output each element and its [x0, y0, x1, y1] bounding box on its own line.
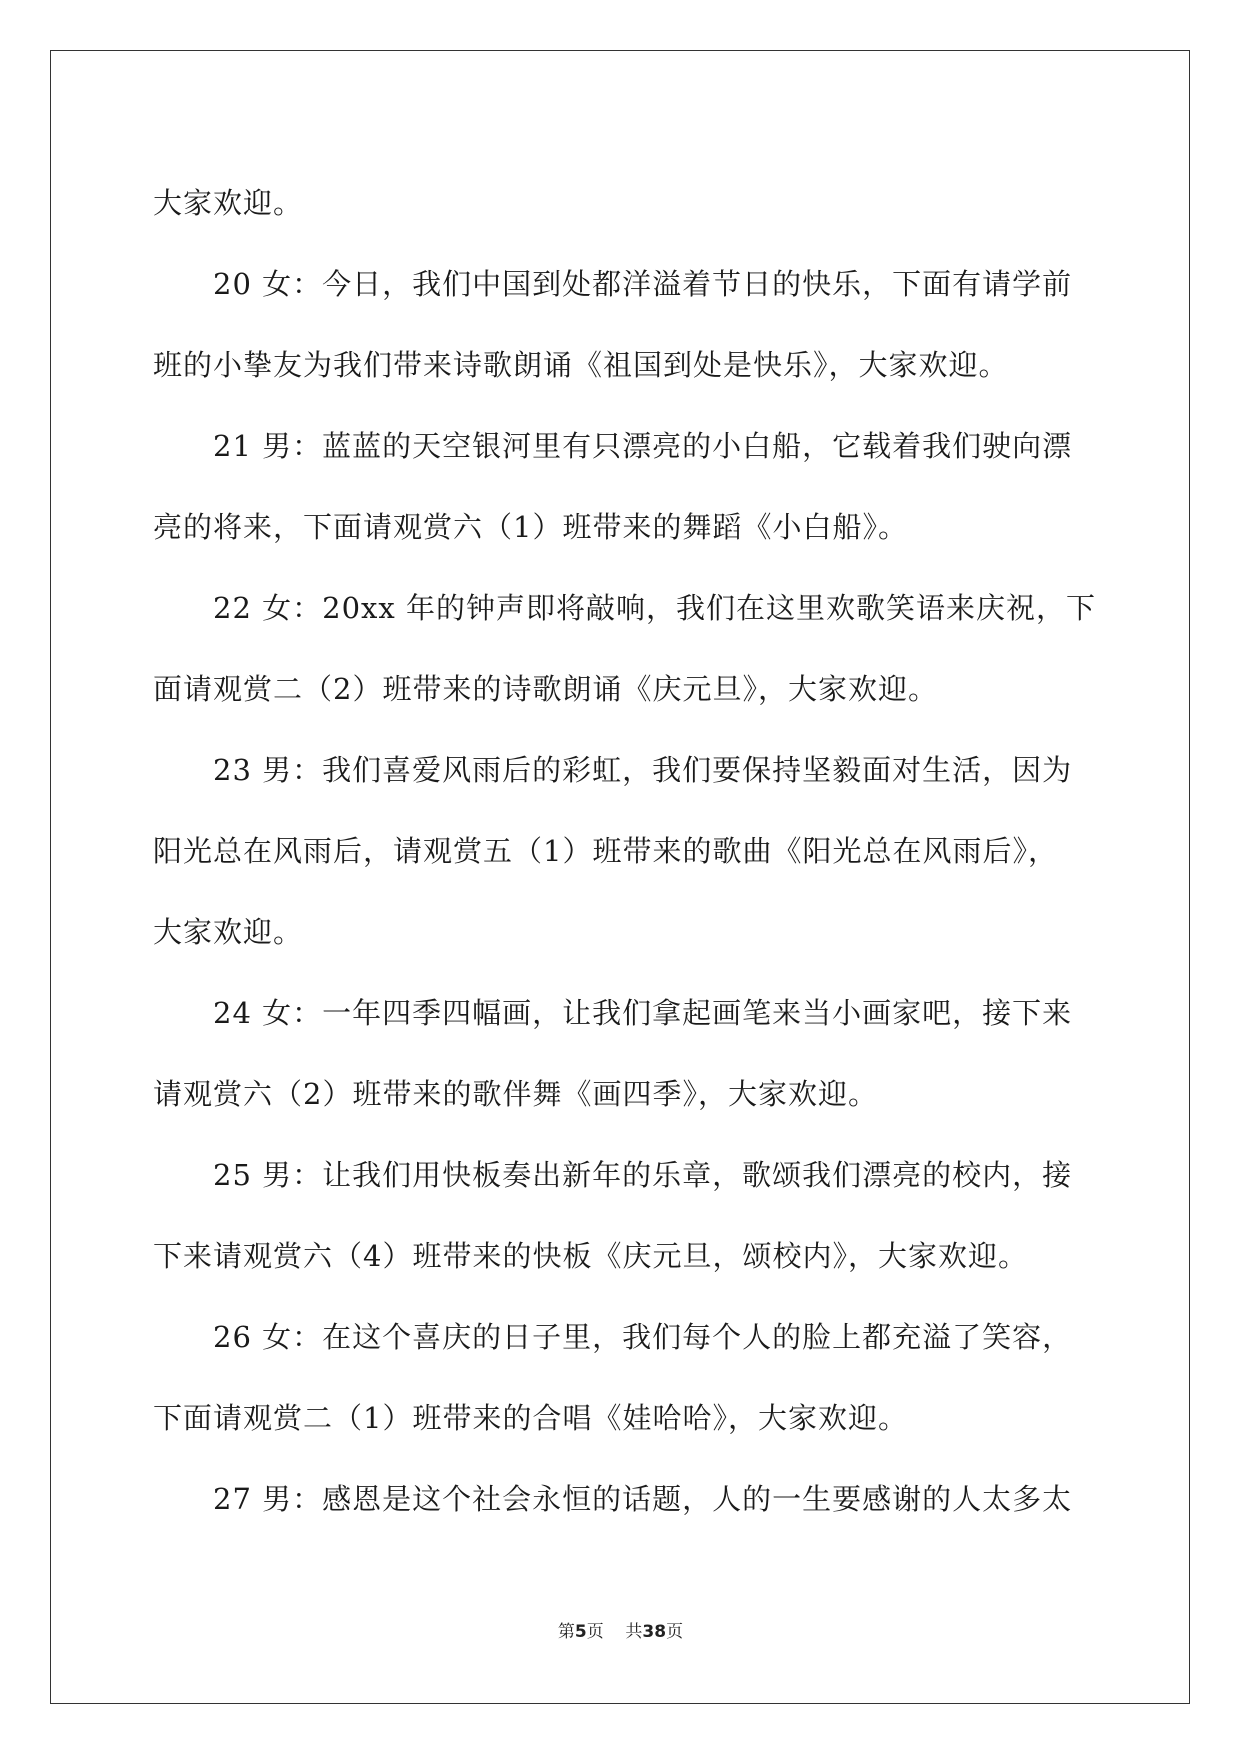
footer-total-suffix: 页 [666, 1622, 684, 1642]
page-footer [0, 1617, 1241, 1642]
text-line: 21 男：蓝蓝的天空银河里有只漂亮的小白船，它载着我们驶向漂 [213, 429, 1073, 463]
text-line: 下面请观赏二（1）班带来的合唱《娃哈哈》，大家欢迎。 [153, 1401, 908, 1435]
text-line: 阳光总在风雨后，请观赏五（1）班带来的歌曲《阳光总在风雨后》， [153, 834, 1058, 868]
document-body [153, 163, 1128, 1540]
footer-total-prefix: 共 [625, 1622, 643, 1642]
text-line: 班的小挚友为我们带来诗歌朗诵《祖国到处是快乐》，大家欢迎。 [153, 348, 1009, 382]
text-line: 26 女：在这个喜庆的日子里，我们每个人的脸上都充溢了笑容， [213, 1320, 1073, 1354]
text-line: 20 女：今日，我们中国到处都洋溢着节日的快乐，下面有请学前 [213, 267, 1073, 301]
text-line: 下来请观赏六（4）班带来的快板《庆元旦，颂校内》，大家欢迎。 [153, 1239, 1028, 1273]
text-line: 22 女：20xx 年的钟声即将敲响，我们在这里欢歌笑语来庆祝，下 [213, 591, 1096, 625]
text-line: 23 男：我们喜爱风雨后的彩虹，我们要保持坚毅面对生活，因为 [213, 753, 1073, 787]
text-line: 25 男：让我们用快板奏出新年的乐章，歌颂我们漂亮的校内，接 [213, 1158, 1073, 1192]
text-line: 面请观赏二（2）班带来的诗歌朗诵《庆元旦》，大家欢迎。 [153, 672, 938, 706]
text-line: 24 女：一年四季四幅画，让我们拿起画笔来当小画家吧，接下来 [213, 996, 1073, 1030]
text-line: 大家欢迎。 [153, 915, 304, 949]
text-line: 亮的将来，下面请观赏六（1）班带来的舞蹈《小白船》。 [153, 510, 908, 544]
footer-total-pages: 38 [642, 1622, 667, 1642]
text-line: 请观赏六（2）班带来的歌伴舞《画四季》，大家欢迎。 [153, 1077, 878, 1111]
text-line: 大家欢迎。 [153, 186, 304, 220]
text-line: 27 男：感恩是这个社会永恒的话题，人的一生要感谢的人太多太 [213, 1482, 1073, 1516]
footer-page-prefix: 第 [557, 1622, 575, 1642]
footer-page-suffix: 页 [586, 1622, 604, 1642]
footer-page-number: 5 [574, 1622, 587, 1642]
